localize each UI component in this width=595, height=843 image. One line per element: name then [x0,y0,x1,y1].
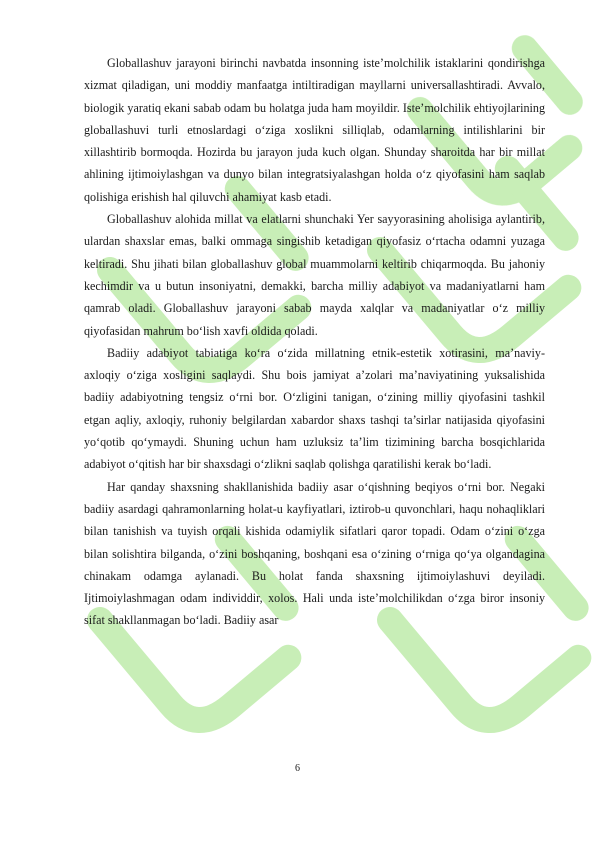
paragraph-3: Badiiy adabiyot tabiatiga ko‘ra o‘zida millatning etnik-estetik xotirasini, ma’naviy-axloqiy o‘ziga xosligini saqlaydi. Shu bois jamiyat a’zolari ma’naviyatining yuksalishida badiiy adabiyotning tengsiz o‘rni bor. O‘zligini tanigan, o‘zining milliy qiyofasini tashkil etgan aqliy, axloqiy, ruhoniy belgilardan xabardor shaxs tashqi ta’sirlar natijasida qiyofasini yo‘qotib qo‘ymaydi. Shuning uchun ham uzluksiz ta’lim tizimining barcha bosqichlarida adabiyot o‘qitish har bir shaxsdagi o‘zlikni saqlab qolishga qaratilishi kerak bo‘ladi. [84,345,545,472]
paragraph-1: Globallashuv jarayoni birinchi navbatda insonning iste’molchilik istaklarini qondirishga xizmat qiladigan, uni moddiy manfaatga intiltiradigan mayllarni universallashtiradi. Avvalo, biologik yaratiq ekani sabab odam bu holatga juda ham moyildir. Iste’molchilik ehtiyojlarining globallashuvi turli etnoslardagi o‘ziga xoslikni silliqlab, odamlarning intilishlarini bir xillashtirib bormoqda. Hozirda bu jarayon juda kuch olgan. Shunday sharoitda har bir millat ahlining ijtimoiylashgan va dunyo bilan integratsiyalashgan holda o‘z qiyofasini ham saqlab qolishiga erishish hal qiluvchi ahamiyat kasb etadi. [84,56,545,204]
document-body [84,52,545,632]
page-number: 6 [295,763,300,774]
paragraph-4: Har qanday shaxsning shakllanishida badiiy asar o‘qishning beqiyos o‘rni bor. Negaki badiiy asardagi qahramonlarning holat-u kayfiyatlari, iztirob-u quvonchlari, haqu nohaqliklari bilan tanishish va tuyish orqali kishida odamiylik sifatlari qaror topadi. Odam o‘zini o‘zga bilan solishtira bilganda, o‘zini boshqaning, boshqani esa o‘zining o‘rniga qo‘ya olgandagina chinakam odamga aylanadi. Bu holat fanda shaxsning ijtimoiylashuvi deyiladi. Ijtimoiylashmagan odam individdir, xolos. Hali unda iste’molchilikdan o‘zga biror insoniy sifat shakllanmagan bo‘ladi. Badiiy asar [84,479,545,628]
paragraph-2: Globallashuv alohida millat va elatlarni shunchaki Yer sayyorasining aholisiga aylantirib, ulardan shaxslar emas, balki ommaga singishib ketadigan qiyofasiz o‘rtacha odamni yuzaga keltiradi. Shu jihati bilan globallashuv global muammolarni keltirib chiqarmoqda. Bu jahoniy kechimdir va u butun insoniyatni, demakki, barcha milliy adabiyot va madaniyatlarni ham qamrab oladi. Globallashuv jarayoni sabab mayda xalqlar va madaniyatlar o‘z milliy qiyofasidan mahrum bo‘lish xavfi oldida qoladi. [84,212,545,338]
